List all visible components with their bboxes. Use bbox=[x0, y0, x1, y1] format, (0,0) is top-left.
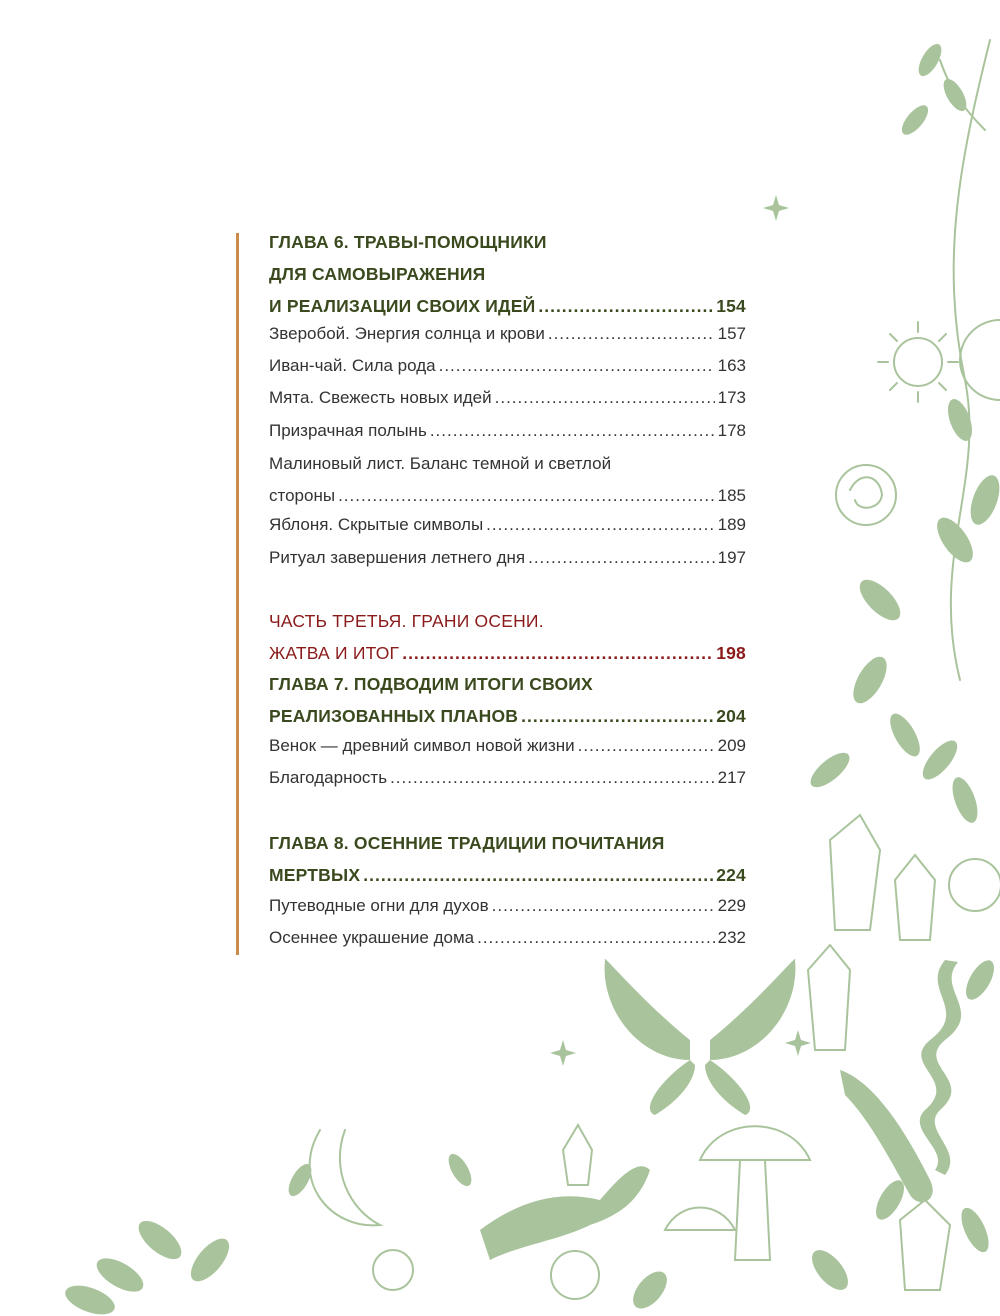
toc-item-title: стороны bbox=[269, 486, 336, 505]
toc-item[interactable] bbox=[269, 922, 746, 954]
toc-item[interactable] bbox=[269, 448, 746, 512]
toc-item-title: Венок — древний символ новой жизни bbox=[269, 736, 575, 755]
toc-chapter-8-line-2: МЕРТВЫХ bbox=[269, 865, 361, 885]
toc-chapter-8[interactable] bbox=[269, 827, 746, 891]
toc-item-title: Путеводные огни для духов bbox=[269, 896, 489, 915]
dot-leader bbox=[495, 382, 715, 414]
dot-leader bbox=[402, 637, 713, 669]
toc-chapter-7-line-2: РЕАЛИЗОВАННЫХ ПЛАНОВ bbox=[269, 706, 519, 726]
toc-page-number: 224 bbox=[716, 865, 746, 885]
dot-leader bbox=[430, 415, 715, 447]
dot-leader bbox=[390, 762, 715, 794]
toc-item-title: Зверобой. Энергия солнца и крови bbox=[269, 324, 545, 343]
crescent-moon-icon bbox=[310, 1130, 413, 1290]
toc-page-number: 204 bbox=[716, 706, 746, 726]
mushroom-icon bbox=[665, 1126, 810, 1260]
toc-item[interactable] bbox=[269, 542, 746, 574]
dot-leader bbox=[439, 350, 715, 382]
dot-leader bbox=[363, 859, 713, 891]
toc-chapter-6-line-1: ГЛАВА 6. ТРАВЫ-ПОМОЩНИКИ bbox=[269, 232, 547, 252]
toc-page-number: 189 bbox=[717, 515, 746, 534]
toc-item[interactable] bbox=[269, 350, 746, 382]
toc-chapter-6[interactable] bbox=[269, 226, 746, 322]
dot-leader bbox=[492, 890, 715, 922]
toc-page-number: 157 bbox=[717, 324, 746, 343]
toc-chapter-7[interactable] bbox=[269, 668, 746, 732]
toc-item[interactable] bbox=[269, 762, 746, 794]
toc-chapter-8-line-1: ГЛАВА 8. ОСЕННИЕ ТРАДИЦИИ ПОЧИТАНИЯ bbox=[269, 833, 665, 853]
toc-item[interactable] bbox=[269, 415, 746, 447]
toc-page-number: 163 bbox=[717, 356, 746, 375]
dot-leader bbox=[548, 318, 715, 350]
toc-item[interactable] bbox=[269, 509, 746, 541]
dot-leader bbox=[338, 480, 715, 512]
toc-chapter-7-line-1: ГЛАВА 7. ПОДВОДИМ ИТОГИ СВОИХ bbox=[269, 674, 593, 694]
toc-part-3-line-2: ЖАТВА И ИТОГ bbox=[269, 643, 400, 663]
dot-leader bbox=[486, 509, 714, 541]
toc-page-number: 197 bbox=[717, 548, 746, 567]
toc-page-number: 173 bbox=[717, 388, 746, 407]
moon-icon bbox=[960, 320, 1000, 400]
toc-page-number: 232 bbox=[717, 928, 746, 947]
hand-icon bbox=[480, 1070, 933, 1260]
toc-item-title: Призрачная полынь bbox=[269, 421, 427, 440]
toc-item-title-line-1: Малиновый лист. Баланс темной и светлой bbox=[269, 454, 612, 473]
toc-page-number: 154 bbox=[716, 296, 746, 316]
toc-item[interactable] bbox=[269, 382, 746, 414]
toc-accent-rule bbox=[236, 233, 239, 955]
rose-icon bbox=[836, 465, 896, 525]
toc-item-title: Иван-чай. Сила рода bbox=[269, 356, 436, 375]
toc-page-number: 178 bbox=[717, 421, 746, 440]
dot-leader bbox=[528, 542, 715, 574]
toc-item-title: Яблоня. Скрытые символы bbox=[269, 515, 484, 534]
toc-page-number: 229 bbox=[717, 896, 746, 915]
sun-face-icon bbox=[878, 322, 958, 402]
toc-item-title: Мята. Свежесть новых идей bbox=[269, 388, 492, 407]
toc-page-number: 217 bbox=[717, 768, 746, 787]
toc-part-3[interactable] bbox=[269, 605, 746, 669]
toc-page-number: 209 bbox=[717, 736, 746, 755]
butterfly-icon bbox=[605, 959, 796, 1115]
toc-item[interactable] bbox=[269, 890, 746, 922]
dot-leader bbox=[521, 700, 713, 732]
toc-page-number: 185 bbox=[717, 486, 746, 505]
toc-item[interactable] bbox=[269, 730, 746, 762]
toc-part-3-line-1: ЧАСТЬ ТРЕТЬЯ. ГРАНИ ОСЕНИ. bbox=[269, 611, 544, 631]
toc-chapter-6-line-3: И РЕАЛИЗАЦИИ СВОИХ ИДЕЙ bbox=[269, 296, 536, 316]
dot-leader bbox=[477, 922, 715, 954]
dot-leader bbox=[578, 730, 715, 762]
toc-page-number: 198 bbox=[716, 643, 746, 663]
toc-item[interactable] bbox=[269, 318, 746, 350]
toc-item-title: Благодарность bbox=[269, 768, 388, 787]
snake-icon bbox=[920, 960, 961, 1175]
toc-item-title: Ритуал завершения летнего дня bbox=[269, 548, 526, 567]
toc-item-title: Осеннее украшение дома bbox=[269, 928, 475, 947]
toc-chapter-6-line-2: ДЛЯ САМОВЫРАЖЕНИЯ bbox=[269, 264, 486, 284]
